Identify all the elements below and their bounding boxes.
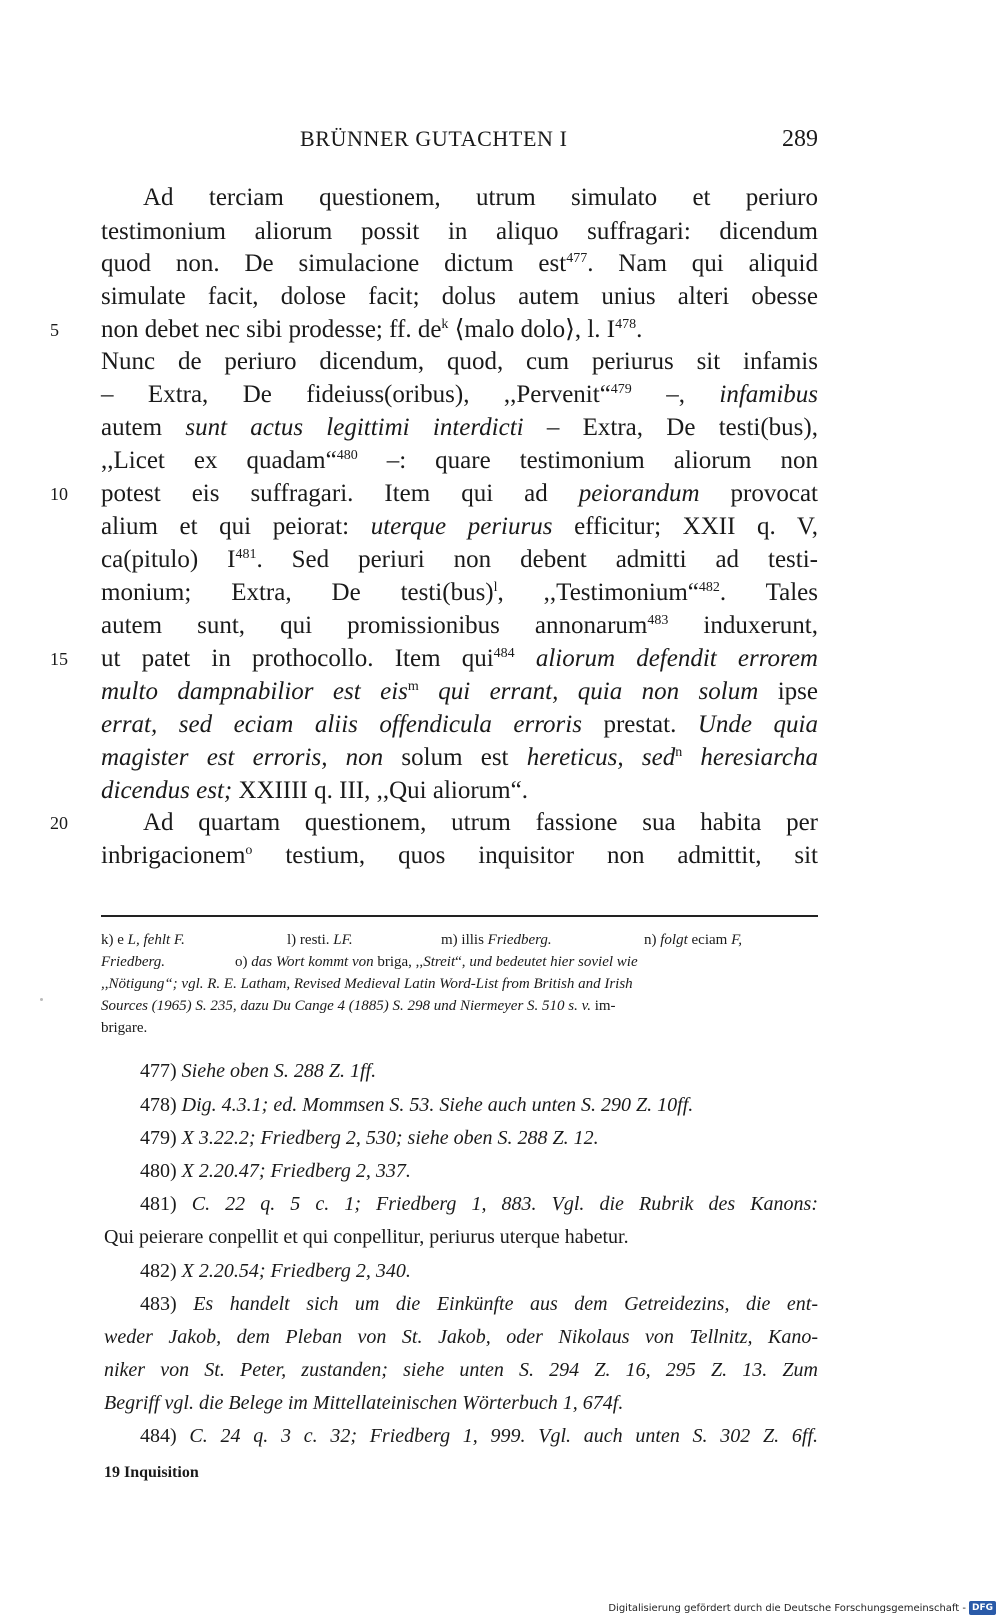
footnote-rule (101, 915, 818, 917)
text-line: inbrigacionem$^o$ testium, quos inquisitor non admittit, sit (101, 842, 818, 869)
text-line: – Extra, De fideiuss(oribus), ,,Pervenit“$^{479}$ –, infamibus (101, 381, 819, 408)
footnote-481: 481) C. 22 q. 5 c. 1; Friedberg 1, 883. Vgl. die Rubrik des Kanons: (140, 1193, 819, 1215)
footnote-ref: 481 (235, 546, 257, 562)
footnote-ref: 483 (647, 612, 669, 628)
apparatus-line: Sources (1965) S. 235, dazu Du Cange 4 (1885) S. 298 und Niermeyer S. 510 s. v. im- (101, 998, 616, 1014)
text-line: Nunc de periuro dicendum, quod, cum periurus sit infamis (101, 348, 818, 375)
text-line: ut patet in prothocollo. Item qui$^{484}$ aliorum defendit errorem (101, 645, 818, 672)
text-line: ca(pitulo) $I^{481}$. Sed periuri non debent admitti ad testi- (101, 546, 818, 573)
scan-speck (40, 998, 43, 1001)
text-line: magister est erroris, non solum est hereticus, sed$^n$ heresiarcha (101, 744, 818, 771)
text-line: ,,Licet ex quadam“$^{480}$ –: quare testimonium aliorum non (101, 447, 818, 474)
footnote-483-continued: weder Jakob, dem Pleban von St. Jakob, oder Nikolaus von Tellnitz, Kano- (104, 1326, 818, 1348)
text-line: multo dampnabilior est eis$^m$ qui errant, quia non solum ipse (101, 678, 818, 705)
running-header (300, 126, 818, 152)
text-line: quod non. De simulacione dictum est$^{477}$. Nam qui aliquid (101, 250, 819, 277)
text-line: Ad quartam questionem, utrum fassione sua habita per (143, 809, 818, 836)
text-line: simulate facit, dolose facit; dolus autem unius alteri obesse (101, 283, 818, 310)
text-line: errat, sed eciam aliis offendicula erroris prestat. Unde quia (101, 711, 818, 738)
text-line: testimonium aliorum possit in aliquo suffragari: dicendum (101, 218, 818, 245)
footnote-479: 479) X 3.22.2; Friedberg 2, 530; siehe oben S. 288 Z. 12. (140, 1127, 599, 1149)
apparatus-line: k) e L, fehlt F. l) resti. LF. m) illis Friedberg. n) folgt eciam F, (101, 932, 743, 948)
apparatus-ref: k (441, 316, 449, 332)
text-line: Ad terciam questionem, utrum simulato et periuro (143, 184, 818, 211)
footnote-482: 482) X 2.20.54; Friedberg 2, 340. (140, 1260, 411, 1282)
text-line: non debet nec sibi prodesse; ff. $de^k$ ⟨malo dolo⟩, l. $I^{478}$. (101, 316, 643, 343)
footnote-ref: 484 (493, 645, 515, 661)
text-line: potest eis suffragari. Item qui ad peiorandum provocat (101, 480, 818, 507)
footnote-ref: 482 (698, 579, 720, 595)
footnote-477: 477) Siehe oben S. 288 Z. 1ff. (140, 1060, 377, 1082)
apparatus-line: ,,Nötigung“; vgl. R. E. Latham, Revised Medieval Latin Word-List from British and Irish (101, 976, 633, 992)
apparatus-line: brigare. (101, 1020, 148, 1036)
footnote-480: 480) X 2.20.47; Friedberg 2, 337. (140, 1160, 411, 1182)
text-line: alium et qui peiorat: uterque periurus efficitur; XXII q. V, (101, 513, 819, 540)
footnote-481-continued: Qui peierare conpellit et qui conpellitur, periurus uterque habetur. (104, 1226, 629, 1248)
text-line: dicendus est; XXIIII q. III, ,,Qui aliorum“. (101, 777, 528, 804)
footnote-484: 484) C. 24 q. 3 c. 32; Friedberg 1, 999. Vgl. auch unten S. 302 Z. 6ff. (140, 1425, 819, 1447)
text-line: monium; Extra, De testi(bus)$^l$, ,,Testimonium“$^{482}$. Tales (101, 579, 818, 606)
footnote-ref: 479 (610, 381, 632, 397)
signature-mark: 19 Inquisition (104, 1464, 199, 1481)
text-line: autem sunt, qui promissionibus annonarum$^{483}$ induxerunt, (101, 612, 818, 639)
line-number-20: 20 (50, 813, 68, 833)
line-number-5: 5 (50, 320, 59, 340)
line-number-15: 15 (50, 649, 68, 669)
footnote-483-continued: niker von St. Peter, zustanden; siehe unten S. 294 Z. 16, 295 Z. 13. Zum (104, 1359, 818, 1381)
footnote-ref: 478 (615, 316, 637, 332)
apparatus-line: Friedberg. o) das Wort kommt von briga, ,,Streit“, und bedeutet hier soviel wie (101, 954, 638, 970)
apparatus-ref: o (245, 842, 253, 858)
running-title: BRÜNNER GUTACHTEN I (300, 126, 568, 151)
digitization-notice: Digitalisierung gefördert durch die Deutsche Forschungsgemeinschaft - DFG (608, 1598, 996, 1620)
text-line: autem sunt actus legittimi interdicti – Extra, De testi(bus), (101, 414, 818, 441)
apparatus-ref: m (407, 678, 419, 694)
line-number-10: 10 (50, 484, 68, 504)
apparatus-ref: n (675, 744, 683, 760)
footnote-ref: 480 (336, 447, 358, 463)
footnote-ref: 477 (566, 250, 588, 266)
apparatus-ref: l (493, 579, 498, 595)
page-number: 289 (782, 126, 818, 152)
dfg-logo: DFG (969, 1601, 996, 1615)
footnote-483-continued: Begriff vgl. die Belege im Mittellateinischen Wörterbuch 1, 674f. (104, 1392, 624, 1414)
footnote-478: 478) Dig. 4.3.1; ed. Mommsen S. 53. Siehe auch unten S. 290 Z. 10ff. (140, 1094, 694, 1116)
footnote-483: 483) Es handelt sich um die Einkünfte aus dem Getreidezins, die ent- (140, 1293, 818, 1315)
